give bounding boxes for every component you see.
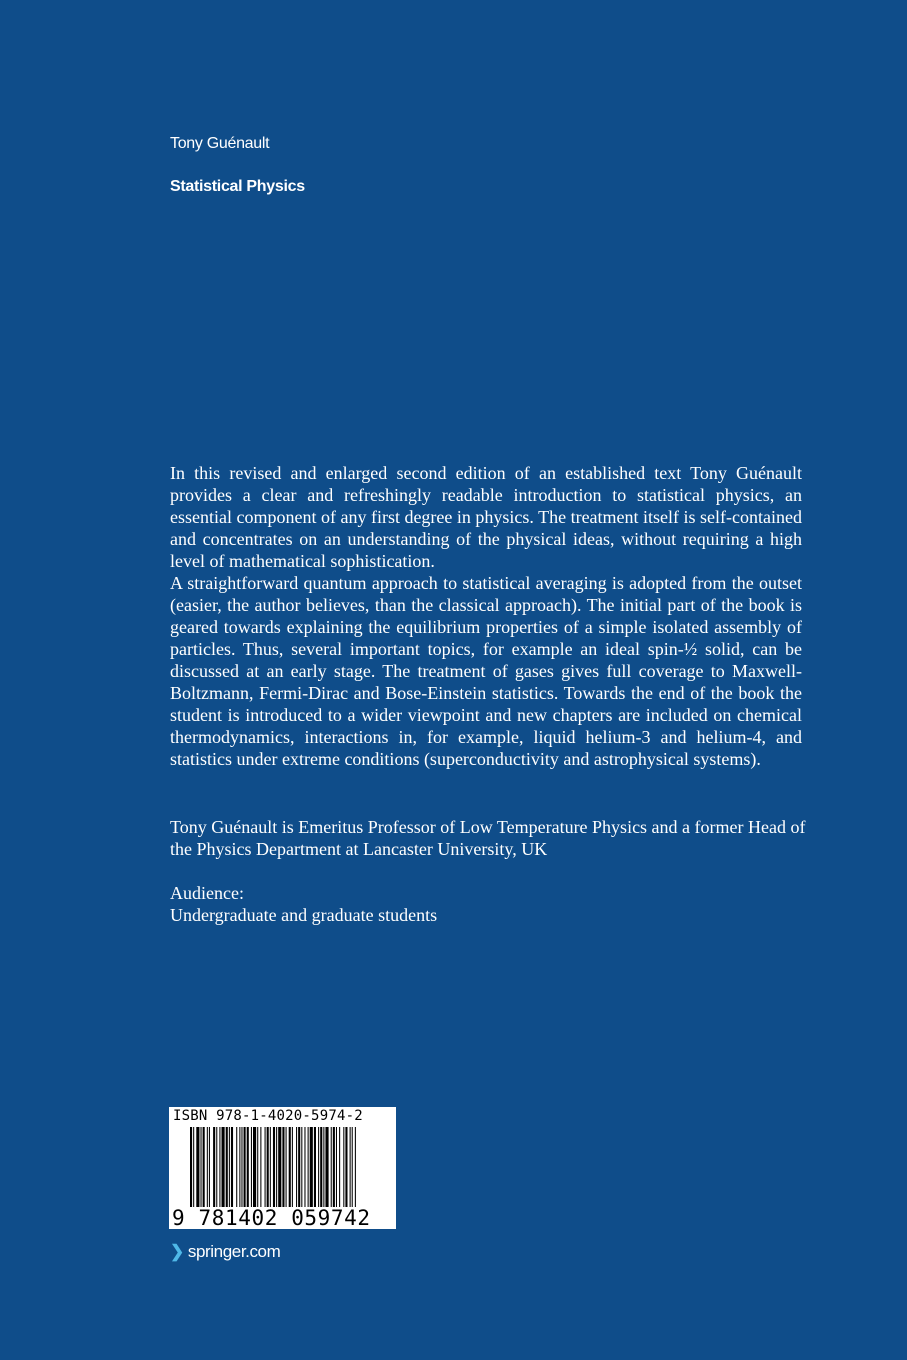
barcode-bar [253,1127,256,1207]
barcode-bar [331,1127,332,1207]
barcode-bar [304,1127,305,1207]
barcode-bar [320,1127,322,1207]
barcode-bar [222,1127,225,1207]
publisher-link-text: springer.com [187,1242,281,1261]
barcode-bar [219,1127,220,1207]
barcode-bar [196,1127,199,1207]
book-description [170,462,802,770]
audience-label: Audience: [170,883,244,903]
barcode-bar [260,1127,261,1207]
barcode-bar [209,1127,210,1207]
barcode-bar [247,1127,249,1207]
barcode-bar [323,1127,324,1207]
barcode-bar [239,1127,240,1207]
chevron-right-icon: ❯ [170,1242,184,1261]
barcode-bar [286,1127,287,1207]
description-paragraph-2: A straightforward quantum approach to statistical averaging is adopted from the outset (easier, the author believes, than the classical approach). The initial part of the book is geared towards explaining the equilibrium properties of a simple isolated assembly of particles. Thus, several important topics, for example an ideal spin-½ solid, can be discussed at an early stage. The treatment of gases gives full coverage to Maxwell-Boltzmann, Fermi-Dirac and Bose-Einstein statistics. Towards the end of the book the student is introduced to a wider viewpoint and new chapters are included on chemical thermodynamics, interactions in, for example, liquid helium-3 and helium-4, and statistics under extreme conditions (superconductivity and astrophysical systems). [170,573,802,769]
barcode-number: 9 781402 059742 [172,1206,371,1230]
barcode-bar [251,1127,252,1207]
barcode-bar [231,1127,233,1207]
barcode-bar [201,1127,202,1207]
barcode-bar [345,1127,347,1207]
barcode-bar [270,1127,271,1207]
barcode-bar [343,1127,344,1207]
barcode-bar [203,1127,205,1207]
barcode-bar [190,1127,192,1207]
barcode-bar [301,1127,302,1207]
barcode-bar [267,1127,269,1207]
barcode-bar [229,1127,230,1207]
barcode-bar [339,1127,340,1207]
barcode-bar [265,1127,266,1207]
audience-value: Undergraduate and graduate students [170,905,438,925]
barcode-bar [310,1127,313,1207]
barcode-bar [273,1127,275,1207]
barcode-bar [236,1127,237,1207]
author-bio: Tony Guénault is Emeritus Professor of Low Temperature Physics and a former Head of the Physics Department at Lancaster University, UK [170,817,806,859]
author-name: Tony Guénault [170,135,270,152]
book-title: Statistical Physics [170,178,305,195]
barcode-bar [355,1127,356,1207]
barcode-bar [350,1127,351,1207]
barcode-bar [193,1127,194,1207]
barcode-bar [333,1127,335,1207]
audience-section [170,882,810,926]
barcode-bar [241,1127,242,1207]
barcode-bar [216,1127,217,1207]
barcode-bar [296,1127,297,1207]
barcode-bar [278,1127,281,1207]
barcode-bar [318,1127,319,1207]
barcode-bar [325,1127,328,1207]
barcode-bar [207,1127,208,1207]
barcode-bar [226,1127,228,1207]
description-paragraph-1: In this revised and enlarged second edition of an established text Tony Guénault provides a clear and refreshingly readable introduction to statistical physics, an essential component of any first degree in physics. The treatment itself is self-contained and concentrates on an understanding of the physical ideas, without requiring a high level of mathematical sophistication. [170,463,802,571]
barcode-bar [276,1127,277,1207]
barcode-bar [314,1127,316,1207]
barcode-bar [213,1127,215,1207]
barcode-bar [292,1127,293,1207]
barcode-bar [308,1127,309,1207]
barcode-bar [244,1127,246,1207]
barcode-bar [352,1127,353,1207]
barcode-bar [282,1127,284,1207]
barcode-bar [336,1127,337,1207]
barcode-bar [257,1127,258,1207]
barcode-bar [298,1127,300,1207]
isbn-barcode [169,1107,396,1229]
isbn-label: ISBN 978-1-4020-5974-2 [173,1108,363,1124]
barcode-bar [289,1127,291,1207]
publisher-link[interactable] [170,1242,280,1262]
